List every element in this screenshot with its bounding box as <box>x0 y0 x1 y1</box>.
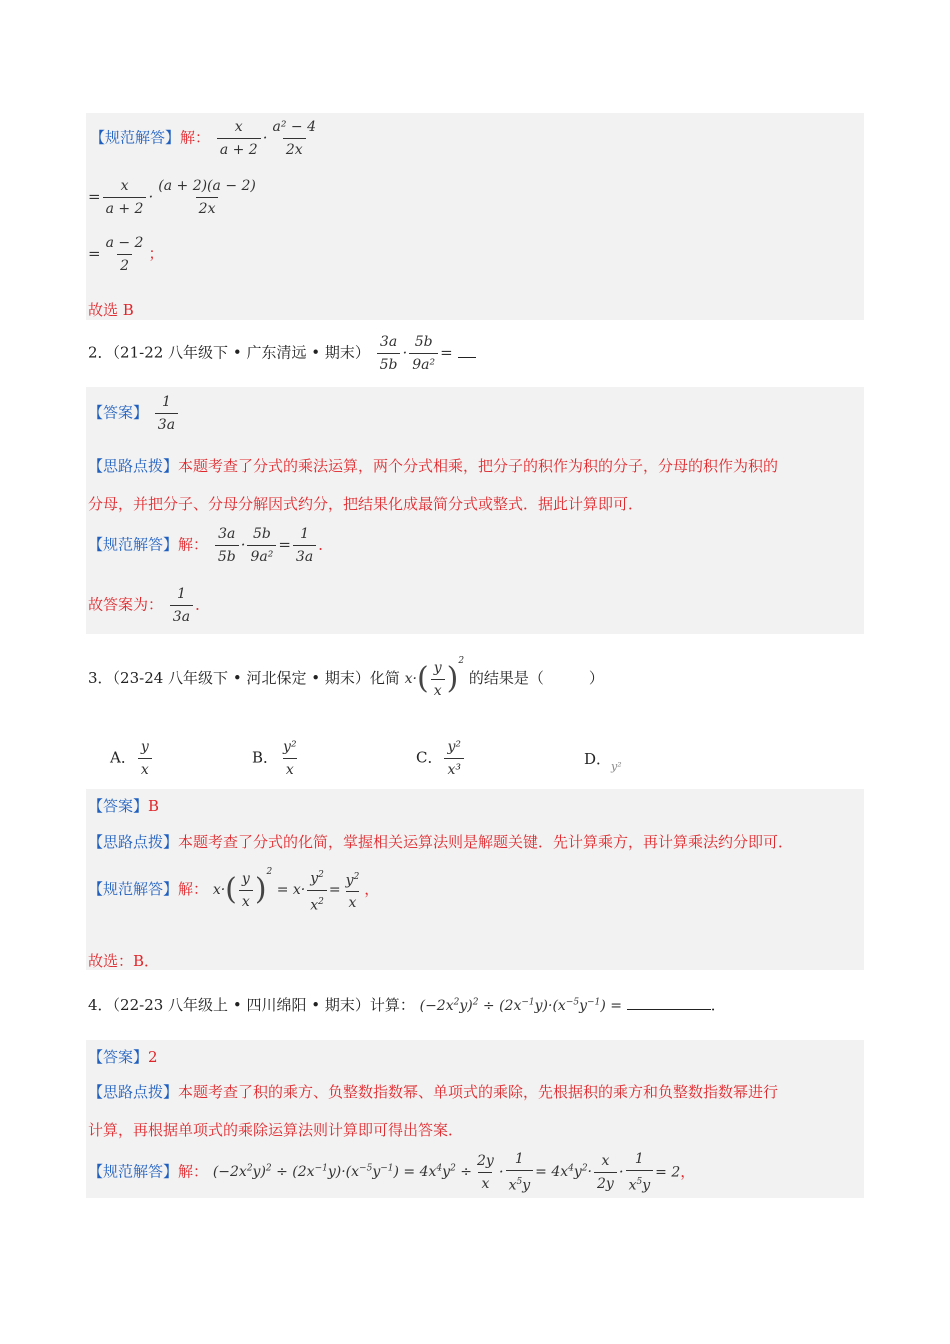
hint-line-2: 计算，再根据单项式的乘除运算法则计算即可得出答案． <box>88 1121 464 1139</box>
option-d[interactable]: D．$_{y^2}$ <box>584 750 622 773</box>
hint-line-1: 【思路点拨】本题考查了分式的乘法运算，两个分式相乘，把分子的积作为积的分子，分母的积作为积的 <box>88 457 779 475</box>
question-4: 4．（22-23 八年级上 • 四川绵阳 • 期末）计算： $(-2x^2y)^2 \div (2x^{-1}y)\cdot(x^{-5}y^{-1})$ = ． <box>88 996 726 1014</box>
question-header: 2．（21-22 八年级下 • 广东清远 • 期末） <box>88 343 370 362</box>
fraction: $\frac{5b}{\text{9a²}}$ <box>247 525 276 566</box>
hint-label: 【思路点拨】 <box>88 457 179 475</box>
question-3: 3．（23-24 八年级下 • 河北保定 • 期末）化简 x·( $\frac{y}{x}$ )$^2$ 的结果是（ ） <box>88 656 604 699</box>
hint-line: 【思路点拨】本题考查了分式的化简，掌握相关运算法则是解题关键．先计算乘方，再计算乘法约分即可． <box>88 833 794 851</box>
question-header: 3．（23-24 八年级下 • 河北保定 • 期末）化简 <box>88 669 400 687</box>
solution-line-3: = $\frac{a - 2}{2}$ ； <box>88 235 164 274</box>
fraction: $\frac{5b}{\text{9a²}}$ <box>409 333 438 374</box>
hint-label: 【思路点拨】 <box>88 833 179 851</box>
solution-line: 【规范解答】解： x·( $\frac{y}{x}$ )$^2$ = x· $\frac{y^2}{x^2}$ = $\frac{y^2}{x}$ ， <box>88 867 380 914</box>
solution-line: 【规范解答】解： $\frac{3a}{5b}$ · $\frac{5b}{\text{9a²}}$ = $\frac{1}{3a}$ ． <box>88 526 334 565</box>
fraction: $\frac{3a}{5b}$ <box>215 525 239 566</box>
solution-line: 【规范解答】解： $(-2x^2y)^2 \div (2x^{-1}y)\cdot(x^{-5}y^{-1}) = 4x^4y^2$ ÷ $\frac{2y}{x}$ · $\frac{1}{x^5y}$ = $4x^4y^2\cdot$ $\frac{x}{2y}$ · $\frac{1}{x^5y}$ = 2， <box>88 1151 696 1194</box>
answer-label: 【答案】 <box>88 403 149 422</box>
fraction: $\frac{a - 2}{2}$ <box>105 235 144 274</box>
fraction: $\frac{3a}{5b}$ <box>377 333 401 374</box>
question-tail: 的结果是（ ） <box>468 669 604 687</box>
question-2: 2．（21-22 八年级下 • 广东清远 • 期末） $\frac{3a}{5b}$ · $\frac{5b}{\text{9a²}}$ = <box>88 333 476 374</box>
hint-line-2: 分母，并把分子、分母分解因式约分，把结果化成最简分式或整式．据此计算即可． <box>88 495 644 513</box>
answer-blank <box>627 1009 711 1010</box>
option-c[interactable]: C． $\frac{\text{y²}}{\text{x³}}$ <box>416 738 466 779</box>
fraction: $\frac{(a + 2)(a - 2)}{2x}$ <box>158 178 256 217</box>
solution-label: 【规范解答】 <box>88 880 179 899</box>
hint-label: 【思路点拨】 <box>88 1083 179 1101</box>
conclusion-text: 故选 B <box>88 301 134 319</box>
conclusion-line: 故答案为： $\frac{1}{3a}$ ． <box>88 586 211 625</box>
solve-text: 解： <box>180 128 211 147</box>
hint-line-1: 【思路点拨】本题考查了积的乘方、负整数指数幂、单项式的乘除，先根据积的乘方和负整数指数幂进行 <box>88 1083 779 1101</box>
answer-blank <box>458 357 476 358</box>
option-a[interactable]: A． $\frac{y}{x}$ <box>110 738 154 779</box>
option-b[interactable]: B． $\frac{\text{y²}}{x}$ <box>252 739 297 778</box>
answer-label: 【答案】 <box>88 1048 149 1066</box>
fraction: $\frac{1}{3a}$ <box>155 393 178 434</box>
fraction: $\frac{1}{3a}$ <box>170 585 193 626</box>
question-header: 4．（22-23 八年级上 • 四川绵阳 • 期末）计算： <box>88 996 415 1014</box>
answer-line: 【答案】B <box>88 797 160 815</box>
answer-line <box>88 393 180 434</box>
solution-line-2: = $\frac{x}{a + 2}$ · $\frac{(a + 2)(a - 2)}{2x}$ <box>88 177 261 218</box>
conclusion-text: 故选：B． <box>88 952 160 970</box>
solution-label: 【规范解答】 <box>88 535 179 554</box>
fraction: $\frac{x}{a + 2}$ <box>103 177 147 218</box>
fraction: $\frac{y}{x}$ <box>431 659 445 700</box>
answer-label: 【答案】 <box>88 797 149 815</box>
solution-line-1: 【规范解答】解： $\frac{x}{a + 2}$ · $\frac{\text{a² − 4}}{2x}$ <box>90 118 321 159</box>
answer-line: 【答案】2 <box>88 1048 158 1066</box>
fraction: $\frac{1}{3a}$ <box>293 525 316 566</box>
solution-label: 【规范解答】 <box>90 128 181 147</box>
fraction: $\frac{\text{a² − 4}}{2x}$ <box>272 119 316 158</box>
solution-label: 【规范解答】 <box>88 1162 179 1181</box>
fraction: $\frac{x}{a + 2}$ <box>217 118 261 159</box>
